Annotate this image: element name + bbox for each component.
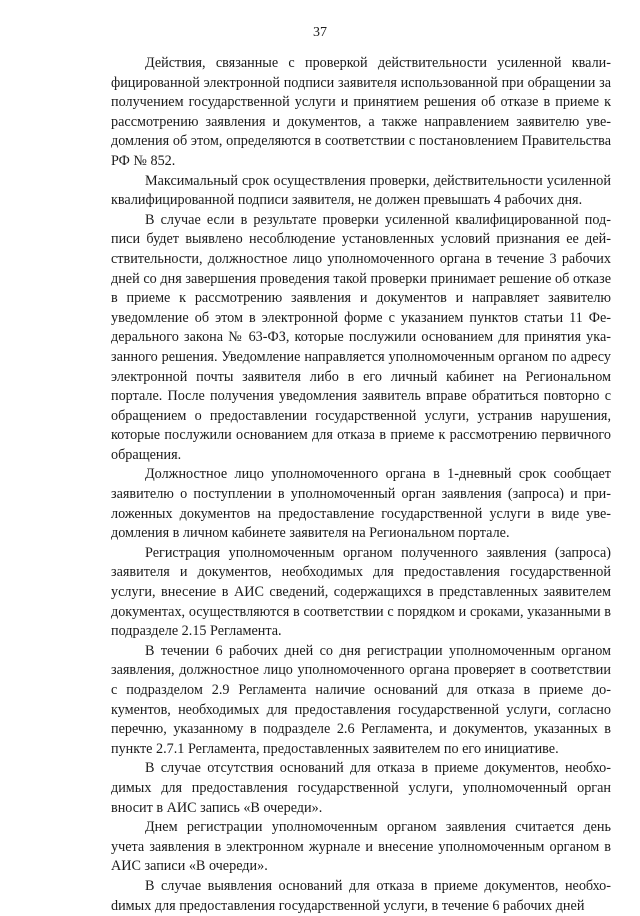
paragraph-refusal-grounds: В случае выявления оснований для отказа в приеме документов, необхоdимых для предоставления государственной услуги, в течение 6 рабочих дней xyxy=(111,877,611,914)
paragraph-max-verification-term: Максимальный срок осуществления проверки, действительности усиленной квалифицированной подписи заявителя, не должен превышать 4 рабочих дня. xyxy=(111,172,611,209)
paragraph-signature-verification: Действия, связанные с проверкой действительности усиленной квалифицированной электронной подписи заявителя использованной при обращении за получением государственной услуги и принятием решения об отказе в приеме к рассмотрению заявления и документов, а также направлением заявителю уведомления об этом, определяются в соответствии с постановлением Правительства РФ № 852. xyxy=(111,55,611,169)
paragraph-registration-day: Днем регистрации уполномоченным органом заявления считается день учета заявления в электронном журнале и внесение уполномоченным органом в АИС записи «В очереди». xyxy=(111,819,611,875)
paragraph-queue-entry: В случае отсутствия оснований для отказа в приеме документов, необходимых для предоставления государственной услуги, уполномоченный орган вносит в АИС запись «В очереди». xyxy=(111,760,611,816)
paragraph-document-check: В течении 6 рабочих дней со дня регистрации уполномоченным органом заявления, должностное лицо уполномоченного органа проверяет в соответствии с подразделом 2.9 Регламента наличие оснований для отказа в приеме документов, необходимых для предоставления государственной услуги, согласно перечню, указанному в подразделе 2.6 Регламента, и документов, указанных в пункте 2.7.1 Регламента, предоставленных заявителем по его инициативе. xyxy=(111,642,611,757)
paragraph-receipt-notification: Должностное лицо уполномоченного органа в 1-дневный срок сообщает заявителю о поступлении в уполномоченный орган заявления (запроса) и приложенных документов на предоставление государственной услуги в виде уведомления в личном кабинете заявителя на Региональном портале. xyxy=(111,466,611,542)
page-number: 37 xyxy=(313,25,327,40)
document-body xyxy=(111,54,611,916)
paragraph-registration: Регистрация уполномоченным органом полученного заявления (запроса) заявителя и документов, необходимых для предоставления государственной услуги, внесение в АИС сведений, содержащихся в представленных заявителем документах, осуществляются в соответствии с порядком и сроками, указанными в подразделе 2.15 Регламента. xyxy=(111,544,611,640)
paragraph-verification-failure: В случае если в результате проверки усиленной квалифицированной подписи будет выявлено несоблюдение установленных условий признания ее действительности, должностное лицо уполномоченного органа в течение 3 рабочих дней со дня завершения проведения такой проверки принимает решение об отказе в приеме к рассмотрению заявления и документов и направляет заявителю уведомление об этом в электронной форме с указанием пунктов статьи 11 Федерального закона № 63-ФЗ, которые послужили основанием для принятия указанного решения. Уведомление направляется уполномоченным органом по адресу электронной почты заявителя либо в его личный кабинет на Региональном портале. После получения уведомления заявитель вправе обратиться повторно с обращением о предоставлении государственной услуги, устранив нарушения, которые послужили основанием для отказа в приеме к рассмотрению первичного обращения. xyxy=(111,211,611,463)
